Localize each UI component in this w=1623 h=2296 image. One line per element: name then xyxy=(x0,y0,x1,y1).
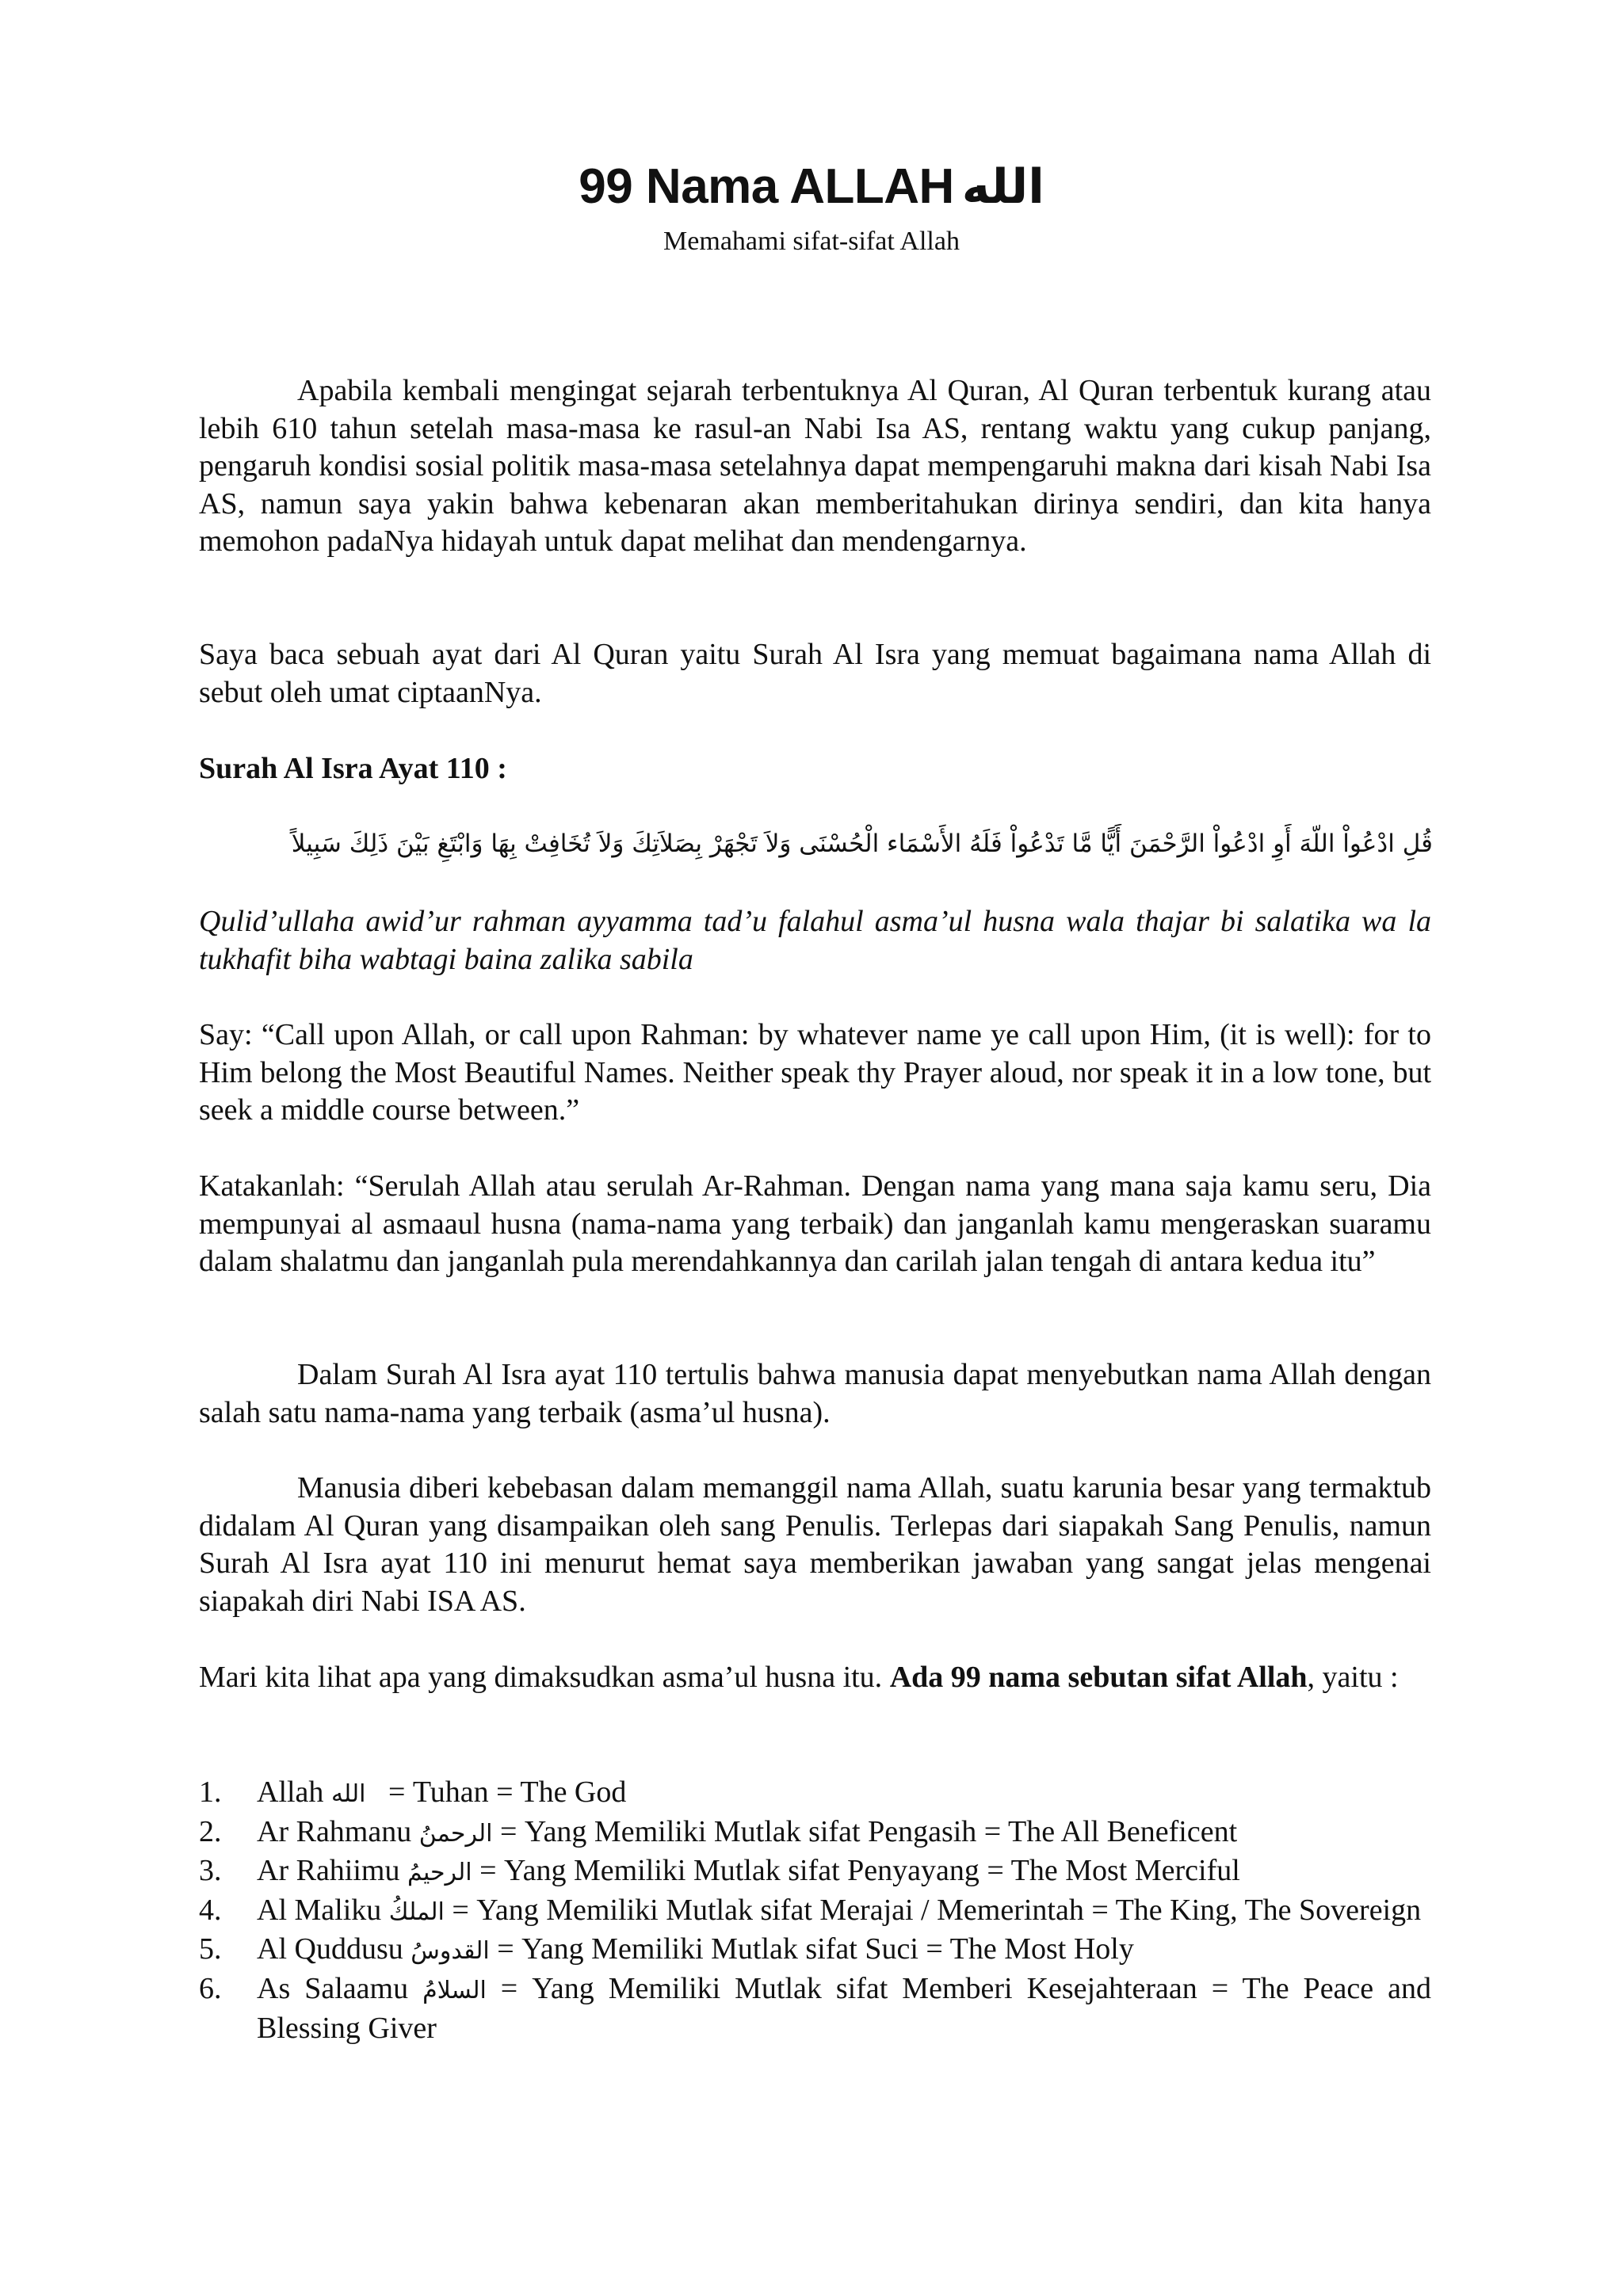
item-latin-name: Al Maliku xyxy=(257,1893,382,1927)
item-number: 2. xyxy=(199,1814,222,1848)
item-number: 3. xyxy=(199,1854,222,1888)
item-number: 5. xyxy=(199,1932,222,1966)
list-item xyxy=(199,1931,1431,1970)
freedom-paragraph: Manusia diberi kebebasan dalam memanggil nama Allah, suatu karunia besar yang termaktub didalam Al Quran yang disampaikan oleh sang Penulis. Terlepas dari siapakah Sang Penulis, namun Surah Al Isra ayat 110 ini menurut hemat saya memberikan jawaban yang sangat jelas mengenai siapakah diri Nabi ISA AS. xyxy=(199,1471,1431,1618)
item-arabic-name: الله xyxy=(330,1780,366,1808)
item-arabic-name: الرحمنُ xyxy=(418,1819,493,1848)
item-arabic-name: الرحيمُ xyxy=(407,1859,472,1887)
surah-intro-paragraph: Saya baca sebuah ayat dari Al Quran yaitu Surah Al Isra yang memuat bagaimana nama Allah di sebut oleh umat ciptaanNya. xyxy=(199,638,1431,709)
item-latin-name: Ar Rahmanu xyxy=(257,1814,412,1848)
item-meaning: = Yang Memiliki Mutlak sifat Pengasih = The All Beneficent xyxy=(492,1814,1238,1848)
item-latin-name: As Salaamu xyxy=(257,1971,409,2005)
item-arabic-name: السلامُ xyxy=(422,1976,487,2004)
indonesian-translation: Katakanlah: “Serulah Allah atau serulah Ar-Rahman. Dengan nama yang mana saja kamu seru, Dia mempunyai al asmaaul husna (nama-nama yang terbaik) dan janganlah kamu mengeraskan suaramu dalam shalatmu dan janganlah pula merendahkannya dan carilah jalan tengah di antara kedua itu” xyxy=(199,1169,1431,1279)
list-item xyxy=(199,1892,1431,1932)
intro-end-text: , yaitu : xyxy=(1307,1661,1399,1694)
item-number: 6. xyxy=(199,1971,222,2005)
arabic-verse: قُلِ ادْعُواْ اللّهَ أَوِ ادْعُواْ الرَّحْمَنَ أَيًّا مَّا تَدْعُواْ فَلَهُ الأَسْمَاء الْحُسْنَى وَلاَ تَجْهَرْ بِصَلاَتِكَ وَلاَ تُخَافِتْ بِهَا وَابْتَغِ بَيْنَ ذَلِكَ سَبِيلاً xyxy=(291,830,1433,858)
item-meaning: = Tuhan = The God xyxy=(365,1775,627,1809)
surah-heading: Surah Al Isra Ayat 110 : xyxy=(199,752,507,785)
english-translation: Say: “Call upon Allah, or call upon Rahman: by whatever name ye call upon Him, (it is well): for to Him belong the Most Beautiful Names. Neither speak thy Prayer aloud, nor speak it in a low tone, but seek a middle course between.” xyxy=(199,1018,1431,1127)
explanation-paragraph: Dalam Surah Al Isra ayat 110 tertulis bahwa manusia dapat menyebutkan nama Allah dengan salah satu nama-nama yang terbaik (asma’ul husna). xyxy=(199,1358,1431,1429)
item-arabic-name: القدوسُ xyxy=(411,1937,490,1966)
item-meaning: = Yang Memiliki Mutlak sifat Suci = The Most Holy xyxy=(489,1932,1134,1966)
item-latin-name: Ar Rahiimu xyxy=(257,1854,400,1888)
asmaul-husna-intro xyxy=(199,1659,1431,1697)
item-latin-name: Allah xyxy=(257,1775,324,1809)
list-item xyxy=(199,1852,1431,1892)
page-subtitle: Memahami sifat-sifat Allah xyxy=(663,227,960,256)
item-meaning: = Yang Memiliki Mutlak sifat Penyayang = The Most Merciful xyxy=(472,1854,1240,1888)
item-arabic-name: الملكُ xyxy=(388,1897,445,1926)
transliteration: Qulid’ullaha awid’ur rahman ayyamma tad’u falahul asma’ul husna wala thajar bi salatika wa la tukhafit biha wabtagi baina zalika sabila xyxy=(199,905,1431,976)
item-number: 4. xyxy=(199,1893,222,1927)
list-item xyxy=(199,1774,1431,1814)
item-meaning: = Yang Memiliki Mutlak sifat Memberi Kesejahteraan = The Peace and Blessing Giver xyxy=(257,1971,1432,2045)
list-item xyxy=(199,1970,1431,2047)
title-text: 99 Nama ALLAH xyxy=(579,159,954,214)
item-latin-name: Al Quddusu xyxy=(257,1932,403,1966)
names-list xyxy=(199,1774,1431,2047)
title-arabic: الله xyxy=(961,159,1044,215)
intro-bold-text: Ada 99 nama sebutan sifat Allah xyxy=(889,1661,1308,1694)
list-item xyxy=(199,1814,1431,1853)
item-meaning: = Yang Memiliki Mutlak sifat Merajai / Memerintah = The King, The Sovereign xyxy=(444,1893,1422,1927)
page-title xyxy=(0,155,1623,219)
intro-paragraph: Apabila kembali mengingat sejarah terbentuknya Al Quran, Al Quran terbentuk kurang atau lebih 610 tahun setelah masa-masa ke rasul-an Nabi Isa AS, rentang waktu yang cukup panjang, pengaruh kondisi sosial politik masa-masa setelahnya dapat mempengaruhi makna dari kisah Nabi Isa AS, namun saya yakin bahwa kebenaran akan memberitahukan dirinya sendiri, dan kita hanya memohon padaNya hidayah untuk dapat melihat dan mendengarnya. xyxy=(199,374,1431,559)
intro-text: Mari kita lihat apa yang dimaksudkan asma’ul husna itu. xyxy=(199,1661,890,1694)
item-number: 1. xyxy=(199,1775,222,1809)
